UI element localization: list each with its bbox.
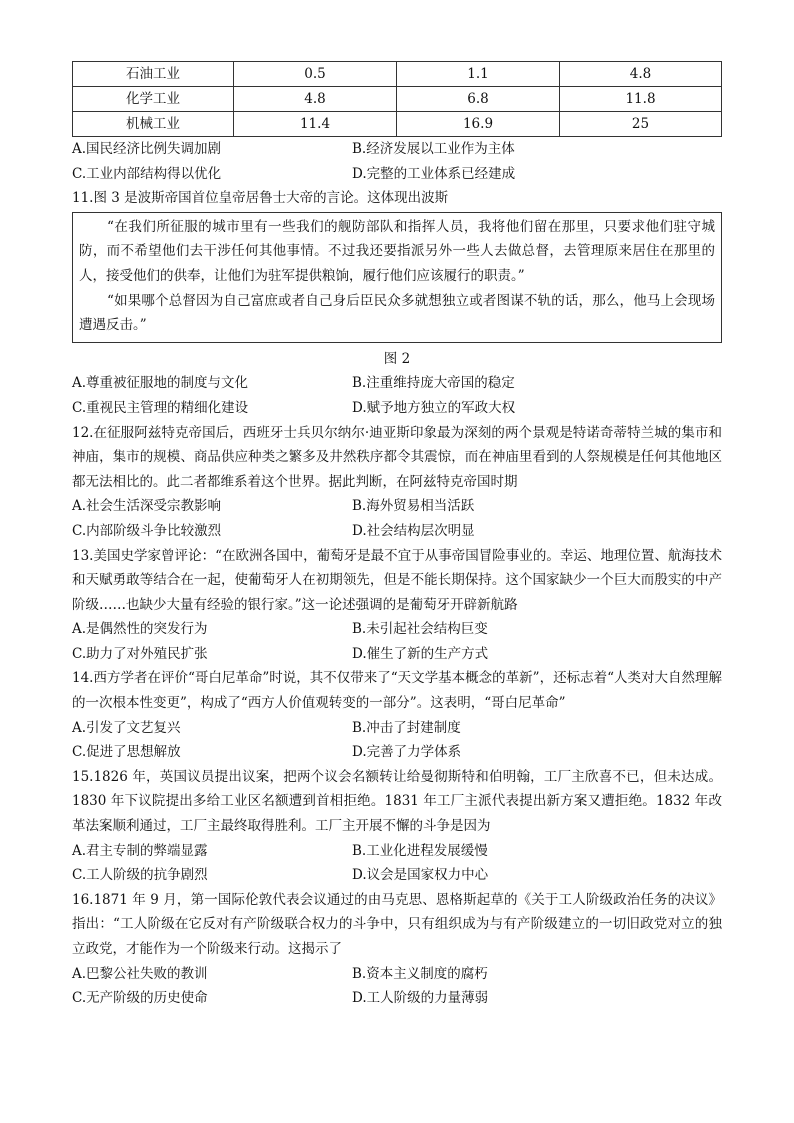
q12-option-c[interactable]: C.内部阶级斗争比较激烈: [72, 522, 222, 539]
table-cell: 4.8: [560, 62, 722, 87]
q12-options-row-1: [72, 494, 722, 519]
q15-option-a[interactable]: A.君主专制的弊端显露: [72, 842, 208, 859]
q14-options-row-1: [72, 716, 722, 741]
q12-option-d[interactable]: D.社会结构层次明显: [352, 522, 475, 539]
q10-option-b[interactable]: B.经济发展以工业作为主体: [352, 141, 515, 157]
q10-options-row-2: [72, 162, 722, 187]
q11-quote-box: [72, 212, 722, 343]
table-cell: 11.8: [560, 87, 722, 112]
q16-option-c[interactable]: C.无产阶级的历史使命: [72, 990, 208, 1007]
q13-options-row-1: [72, 617, 722, 642]
table-row: [73, 87, 722, 112]
q10-option-c[interactable]: C.工业内部结构得以优化: [72, 165, 222, 182]
q15-options-row-1: [72, 839, 722, 864]
table-cell: 1.1: [397, 62, 560, 87]
table-cell: 0.5: [234, 62, 397, 87]
q16-option-a[interactable]: A.巴黎公社失败的教训: [72, 965, 208, 982]
q12-options-row-2: [72, 519, 722, 544]
q14-option-b[interactable]: B.冲击了封建制度: [352, 719, 461, 736]
q11-options-row-2: [72, 396, 722, 421]
q16-option-b[interactable]: B.资本主义制度的腐朽: [352, 965, 488, 982]
table-cell: 6.8: [397, 87, 560, 112]
q16-option-d[interactable]: D.工人阶级的力量薄弱: [352, 990, 489, 1007]
q13-option-a[interactable]: A.是偶然性的突发行为: [72, 621, 208, 638]
table-cell: 16.9: [397, 112, 560, 137]
q14-options-row-2: [72, 740, 722, 765]
q16-stem: 16.1871 年 9 月，第一国际伦敦代表会议通过的由马克思、恩格斯起草的《关于工人阶级政治任务的决议》指出：“工人阶级在它反对有产阶级联合权力的斗争中，只有组织成为与有产阶级建立的一切旧政党对立的独立政党，才能作为一个阶级来行动。这揭示了: [72, 891, 722, 957]
q13-options-row-2: [72, 642, 722, 667]
q12-option-a[interactable]: A.社会生活深受宗教影响: [72, 498, 222, 515]
q15-option-d[interactable]: D.议会是国家权力中心: [352, 867, 489, 884]
table-cell: 4.8: [234, 87, 397, 112]
q14-stem: 14.西方学者在评价“哥白尼革命”时说，其不仅带来了“天文学基本概念的革新”，还标志着“人类对大自然理解的一次根本性变更”，构成了“西方人价值观转变的一部分”。这表明，“哥白尼革命”: [72, 670, 722, 712]
q16-options-row-1: [72, 962, 722, 987]
q13-option-c[interactable]: C.助力了对外殖民扩张: [72, 645, 208, 662]
q13-stem: 13.美国史学家曾评论：“在欧洲各国中，葡萄牙是最不宜于从事帝国冒险事业的。幸运、地理位置、航海技术和天赋勇敢等结合在一起，使葡萄牙人在初期领先，但是不能长期保持。这个国家缺少一个巨大而殷实的中产阶级……也缺少大量有经验的银行家。”这一论述强调的是葡萄牙开辟新航路: [72, 547, 722, 613]
table-cell: 机械工业: [73, 112, 234, 137]
q15-option-b[interactable]: B.工业化进程发展缓慢: [352, 842, 488, 859]
q14-option-a[interactable]: A.引发了文艺复兴: [72, 719, 181, 736]
table-cell: 11.4: [234, 112, 397, 137]
exam-page: [72, 61, 722, 1011]
table-row: [73, 112, 722, 137]
q11-option-d[interactable]: D.赋予地方独立的军政大权: [352, 399, 516, 416]
q16-options-row-2: [72, 986, 722, 1011]
q13-option-b[interactable]: B.未引起社会结构巨变: [352, 621, 488, 638]
q14-option-c[interactable]: C.促进了思想解放: [72, 744, 181, 761]
q13-option-d[interactable]: D.催生了新的生产方式: [352, 645, 489, 662]
q10-options-row-1: [72, 137, 722, 162]
q11-quote-paragraph-2: “如果哪个总督因为自己富庶或者自己身后臣民众多就想独立或者图谋不轨的话，那么，他马上会现场遭遇反击。”: [79, 292, 715, 334]
q10-option-d[interactable]: D.完整的工业体系已经建成: [352, 165, 516, 182]
q15-options-row-2: [72, 863, 722, 888]
q11-option-b[interactable]: B.注重维持庞大帝国的稳定: [352, 375, 515, 392]
table-cell: 化学工业: [73, 87, 234, 112]
q11-options-row-1: [72, 371, 722, 396]
table-row: [73, 62, 722, 87]
industry-table: [72, 61, 722, 137]
q14-option-d[interactable]: D.完善了力学体系: [352, 744, 462, 761]
q11-option-c[interactable]: C.重视民主管理的精细化建设: [72, 399, 249, 416]
table-cell: 石油工业: [73, 62, 234, 87]
q12-option-b[interactable]: B.海外贸易相当活跃: [352, 498, 475, 515]
q15-stem: 15.1826 年，英国议员提出议案，把两个议会名额转让给曼彻斯特和伯明翰，工厂主欣喜不已，但未达成。1830 年下议院提出多给工业区名额遭到首相拒绝。1831 年工厂主派代表提出新方案又遭拒绝。1832 年改革法案顺利通过，工厂主最终取得胜利。工厂主开展不懈的斗争是因为: [72, 768, 722, 835]
figure-label: 图 2: [383, 350, 411, 367]
q11-option-a[interactable]: A.尊重被征服地的制度与文化: [72, 375, 249, 392]
table-cell: 25: [560, 112, 722, 137]
q10-option-a[interactable]: A.国民经济比例失调加剧: [72, 141, 222, 157]
q11-quote-paragraph-1: “在我们所征服的城市里有一些我们的舰防部队和指挥人员，我将他们留在那里，只要求他们驻守城防，而不希望他们去干涉任何其他事情。不过我还要指派另外一些人去做总督，去管理原来居住在那里的人，接受他们的供奉，让他们为驻军提供粮饷，履行他们应该履行的职责。”: [79, 218, 715, 284]
q12-stem: 12.在征服阿兹特克帝国后，西班牙士兵贝尔纳尔·迪亚斯印象最为深刻的两个景观是特诺奇蒂特兰城的集市和神庙，集市的规模、商品供应种类之繁多及井然秩序都令其震惊，而在神庙里看到的人祭规模是任何其他地区都无法相比的。此二者都维系着这个世界。据此判断，在阿兹特克帝国时期: [72, 424, 722, 490]
q15-option-c[interactable]: C.工人阶级的抗争剧烈: [72, 867, 208, 884]
q11-stem: 11.图 3 是波斯帝国首位皇帝居鲁士大帝的言论。这体现出波斯: [72, 190, 449, 207]
